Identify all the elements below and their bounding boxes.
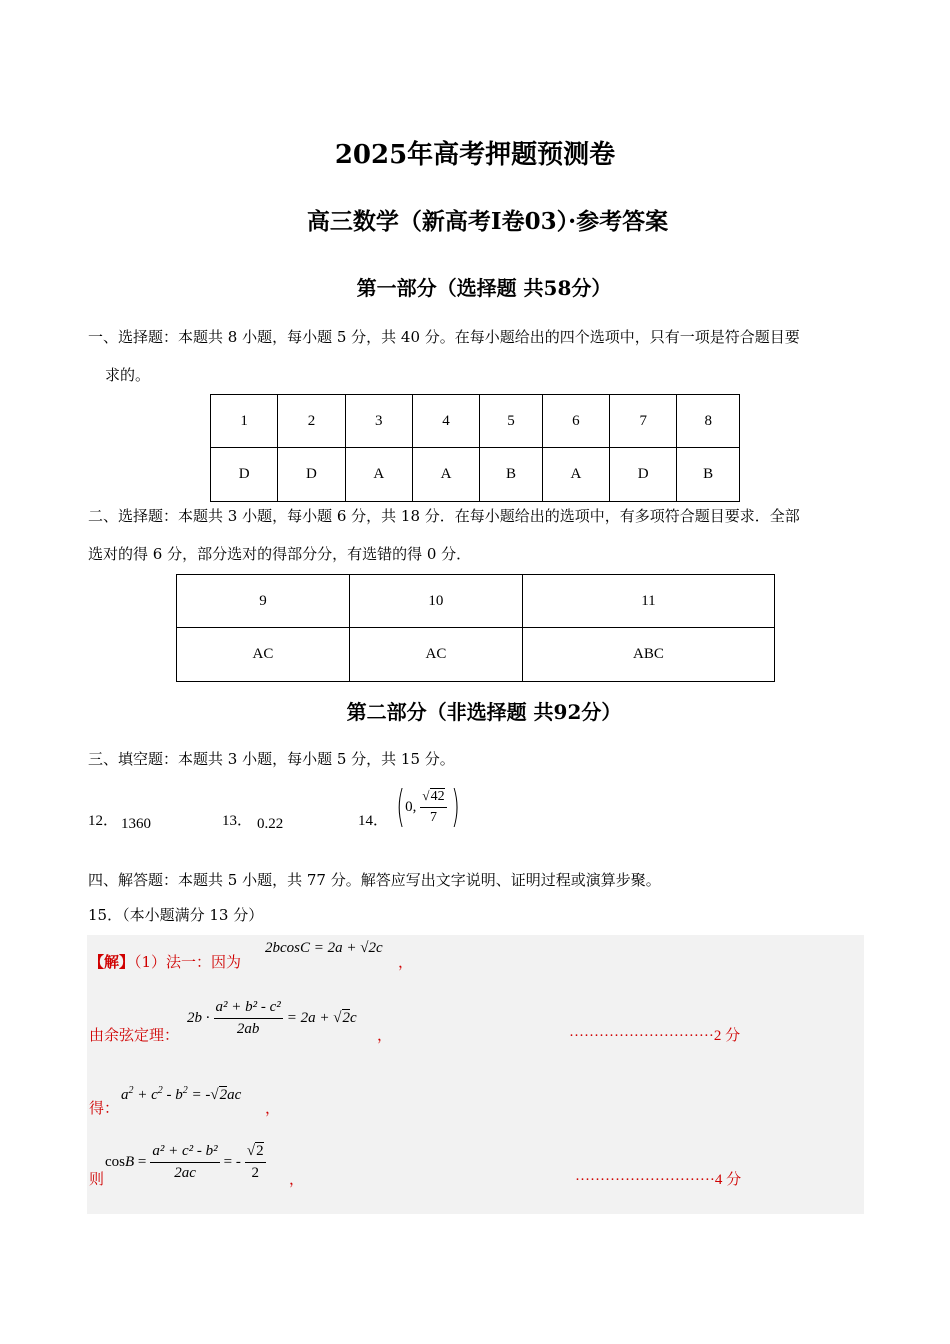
table-cell: 6 <box>542 395 609 448</box>
solution-line1-math: 2bcosC = 2a + √2c <box>265 940 383 956</box>
table-cell: 9 <box>177 575 350 628</box>
section1-intro-line1: 一、选择题：本题共 8 小题，每小题 5 分，共 40 分。在每小题给出的四个选项中，只有一项是符合题目要 <box>88 328 800 346</box>
table-cell: B <box>480 448 543 502</box>
solution-line1-text: （1）法一：因为 <box>134 953 242 971</box>
document-title: 2025年高考押题预测卷 <box>334 140 616 170</box>
q14-denominator: 7 <box>429 810 437 825</box>
table-cell: D <box>278 448 345 502</box>
table-cell: AC <box>177 628 350 682</box>
answer-table-multi-choice <box>176 574 775 682</box>
solution-line4-end: ， <box>289 1170 305 1188</box>
left-paren-icon: ( <box>396 781 405 832</box>
q14-label: 14． <box>358 813 389 829</box>
section2-intro-line1: 二、选择题：本题共 3 小题，每小题 6 分，共 18 分．在每小题给出的选项中，有多项符合题目要求．全部 <box>88 507 800 525</box>
table-cell: 4 <box>412 395 479 448</box>
table-cell: A <box>542 448 609 502</box>
solution-tag: 【解】 <box>89 953 135 971</box>
solution-line4-math: cosB = $\frac{\text{a² + c² - b²}}{2ac}$ = - $\frac{√2}{2}$ <box>105 1143 264 1181</box>
solution-line4-text: 则 <box>89 1170 105 1188</box>
solution-line3-end: ， <box>265 1099 281 1117</box>
table-cell: A <box>345 448 412 502</box>
table-row-answers <box>211 448 740 502</box>
answer-table-single-choice <box>210 394 740 502</box>
fraction-numerator: a² + c² - b² <box>150 1143 219 1163</box>
table-cell: AC <box>349 628 522 682</box>
section3-intro: 三、填空题：本题共 3 小题，每小题 5 分，共 15 分。 <box>88 750 455 768</box>
table-cell: 5 <box>480 395 543 448</box>
q14-numerator: √42 <box>420 788 446 808</box>
right-paren-icon: ) <box>450 781 460 832</box>
solution-line2-fraction <box>214 999 283 1038</box>
solution-line1-end: ， <box>398 953 414 971</box>
fraction-denominator: 2ac <box>174 1165 196 1181</box>
section4-intro: 四、解答题：本题共 5 小题，共 77 分。解答应写出文字说明、证明过程或演算步聚。 <box>88 871 661 889</box>
solution-line4-fraction <box>150 1143 219 1182</box>
q12-answer: 1360 <box>121 816 151 832</box>
solution-line2-math: 2b · $\frac{\text{a² + b² - c²}}{2ab}$ = 2a + √2c <box>187 999 357 1037</box>
solution-line2-text: 由余弦定理： <box>89 1026 180 1044</box>
q14-fraction <box>420 788 446 826</box>
table-row-answers <box>177 628 775 682</box>
part2-heading: 第二部分（非选择题 共92分） <box>346 700 622 724</box>
table-cell: 2 <box>278 395 345 448</box>
solution-line3-text: 得： <box>89 1099 120 1117</box>
q13-label: 13． <box>222 813 253 829</box>
q12-label: 12． <box>88 813 119 829</box>
fraction-denominator: 2ab <box>236 1021 260 1037</box>
part1-heading: 第一部分（选择题 共58分） <box>356 276 612 300</box>
q15-header: 15．（本小题满分 13 分） <box>88 906 264 924</box>
table-cell: 1 <box>211 395 278 448</box>
table-row-numbers <box>177 575 775 628</box>
table-cell: 10 <box>349 575 522 628</box>
table-cell: ABC <box>522 628 774 682</box>
solution-line1 <box>89 951 241 972</box>
table-cell: A <box>412 448 479 502</box>
table-cell: 7 <box>610 395 677 448</box>
table-cell: D <box>211 448 278 502</box>
table-cell: D <box>610 448 677 502</box>
sqrt2-over-2-fraction: $\frac{√2}{2}$ <box>246 1143 264 1181</box>
table-cell: 3 <box>345 395 412 448</box>
section1-intro-line2: 求的。 <box>105 366 151 384</box>
solution-line2-score: ·····························2 分 <box>569 1028 741 1044</box>
table-cell: B <box>677 448 740 502</box>
q14-answer <box>392 783 464 831</box>
table-cell: 11 <box>522 575 774 628</box>
document-subtitle: 高三数学（新高考Ⅰ卷03）·参考答案 <box>306 208 669 235</box>
table-row-numbers <box>211 395 740 448</box>
solution-line2-end: ， <box>377 1026 393 1044</box>
solution-line4-score: ····························4 分 <box>575 1172 742 1188</box>
q14-left: 0, <box>405 798 417 815</box>
solution-box <box>87 935 864 1214</box>
table-cell: 8 <box>677 395 740 448</box>
fraction-numerator: a² + b² - c² <box>214 999 283 1019</box>
q13-answer: 0.22 <box>257 816 284 832</box>
section2-intro-line2: 选对的得 6 分，部分选对的得部分分，有选错的得 0 分． <box>88 545 472 563</box>
solution-line3-math: $a^2 + c^2 - b^2 = -√2ac$ <box>121 1085 242 1103</box>
